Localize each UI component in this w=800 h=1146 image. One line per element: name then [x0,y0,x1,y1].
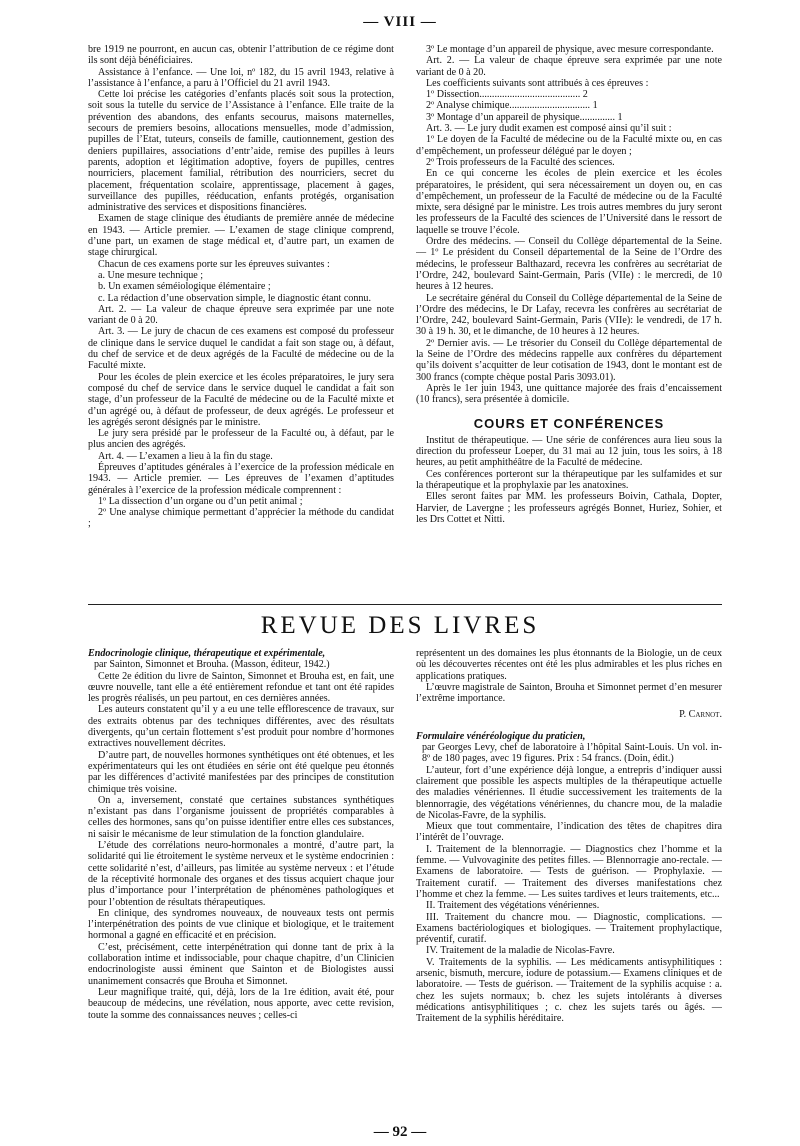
paragraph: En clinique, des syndromes nouveaux, de nouveaux tests ont permis l’interpénétration des points de vue clinique et biologique, et le traitement hormonal a gagné en efficacité et en précision. [88,907,394,942]
paragraph: 2º Dernier avis. — Le trésorier du Conseil du Collège départemental de la Seine de l’Ordre des médecins rappelle aux confrères du département qu’ils doivent s’acquitter de leur cotisation de 1943, dont le montant est de 300 francs (compte chèque postal Paris 3093.01). [416,337,722,383]
paragraph: Les coefficients suivants sont attribués à ces épreuves : [426,77,649,89]
column-top-right [416,44,722,584]
book-title: Endocrinologie clinique, thérapeutique et expérimentale, [88,648,326,659]
book-title: Formulaire vénéréologique du praticien, [416,730,586,742]
paragraph: I. Traitement de la blennorragie. — Diagnostics chez l’homme et la femme. — Vulvovaginite des petites filles. — Blennorragie ano-rectale. — Examens de laboratoire. — Tests de guérison. — Prophylaxie. — Traitement curatif. — Traitement des diverses manifestations chez l’homme et chez la femme. — Les suites tardives et leurs traitements, etc... [416,843,722,900]
paragraph: 1º Dissection........................................ 2 [426,89,588,101]
paragraph: Ordre des médecins. — Conseil du Collège départemental de la Seine. — 1º Le président du Conseil départemental de la Seine de l’Ordre des médecins, le professeur Balthazard, recevra les confrères au secrétariat de l’Ordre, 242, boulevard Saint-Germain, Paris (VIIe) : le mercredi, de 10 heures à 12 heures. [416,236,722,293]
paragraph: V. Traitements de la syphilis. — Les médicaments antisyphilitiques : arsenic, bismuth, mercure, iodure de potassium.— Examens cliniques et de laboratoire. — Tests de guérison. — Traitement de la syphilis acquise : a. chez les sujets normaux; b. chez les sujets intolérants à diverses médications antisyphilitiques ; c. chez les sujets tarés ou âgés. — Traitement de la syphilis héréditaire. [416,956,722,1025]
paragraph: En ce qui concerne les écoles de plein exercice et les écoles préparatoires, le président, qui sera nécessairement un doyen ou, en cas d’empêchement, un professeur de la Faculté de médecine ou de la Faculté mixte, sera désigné par le ministre. Les trois autres membres du jury seront les professeurs de la Faculté des sciences de l’Université dans le ressort de laquelle se trouve l’école. [416,168,722,236]
paragraph: D’autre part, de nouvelles hormones synthétiques ont été obtenues, et les expérimentateurs qui les ont étudiées en série ont été quelque peu étonnés par les différences d’activité manifestées par des principes de constitution chimique très voisine. [88,749,394,795]
paragraph: Pour les écoles de plein exercice et les écoles préparatoires, le jury sera composé du chef de service dans le service duquel le candidat a fait son stage, d’un professeur de la Faculté de médecine ou de la Faculté mixte et d’un agrégé ou, à défaut de professeur, de deux agrégés. Le professeur et les agrégés seront désignés par le ministre. [88,371,394,428]
paragraph: 2º Trois professeurs de la Faculté des sciences. [426,156,615,168]
paragraph: Le secrétaire général du Conseil du Collège départemental de la Seine de l’Ordre des médecins, le Dr Lafay, recevra les confrères au secrétariat de l’Ordre, 242, boulevard Saint-Germain, Paris (VIIe): le vendredi, de 17 h. 30 à 19 h. 30, et le dimanche, de 10 heures à 12 heures. [416,292,722,338]
roman-folio: — VIII — [363,14,437,30]
paragraph: Art. 4. — L’examen a lieu à la fin du stage. [98,450,273,462]
paragraph: Mieux que tout commentaire, l’indication des têtes de chapitres dira l’intérêt de l’ouvrage. [416,821,722,844]
section-divider [88,604,722,605]
paragraph: b. Un examen séméiologique élémentaire ; [98,281,271,293]
paragraph: Art. 3. — Le jury dudit examen est composé ainsi qu’il suit : [426,123,672,135]
paragraph: 2º Analyse chimique................................ 1 [426,100,598,112]
column-bottom-left [88,648,394,1118]
paragraph: Art. 3. — Le jury de chacun de ces examens est composé du professeur de clinique dans le service duquel le candidat a fait son stage ou, à défaut, du chef de service et de deux agrégés de la Faculté de médecine ou de la Faculté mixte. [88,326,394,372]
paragraph: Ces conférences porteront sur la thérapeutique par les sulfamides et sur la thérapeutique et la prophylaxie par les anatoxines. [416,468,722,491]
column-bottom-right [416,648,722,1118]
section-title: COURS ET CONFÉRENCES [473,415,665,431]
paragraph: Art. 2. — La valeur de chaque épreuve sera exprimée par une note variant de 0 à 20. [88,303,394,327]
paragraph: Les auteurs constatent qu’il y a eu une telle efflorescence de travaux, sur des extraits obtenus par des techniques différentes, avec des résultats divergents, qu’un certain flottement s’est produit pour nombre d’hormones extractives nouvellement décrites. [88,704,394,750]
paragraph: L’œuvre magistrale de Sainton, Brouha et Simonnet permet d’en mesurer l’extrême importance. [416,681,722,705]
paragraph: Chacun de ces examens porte sur les épreuves suivantes : [98,258,330,270]
paragraph: 2º Une analyse chimique permettant d’apprécier la méthode du candidat ; [88,507,394,530]
paragraph: a. Une mesure technique ; [98,269,204,281]
paragraph: On a, inversement, constaté que certaines substances synthétiques n’existant pas dans l’organisme jouissent de propriétés comparables à celles des hormones, sans qu’on puisse identifier entre elles ces substances, ni saisir le mécanisme de leur stimulation de la fonction glandulaire. [88,794,394,840]
revue-title: REVUE DES LIVRES [260,612,540,639]
paragraph: Le jury sera présidé par le professeur de la Faculté ou, à défaut, par le plus ancien des agrégés. [88,428,394,451]
paragraph: Examen de stage clinique des étudiants de première année de médecine en 1943. — Article premier. — L’examen de stage clinique comprend, d’une part, un examen de stage médical et, d’autre part, un examen de stage chirurgical. [88,213,394,259]
paragraph: 3º Le montage d’un appareil de physique, avec mesure correspondante. [426,44,714,55]
paragraph: III. Traitement du chancre mou. — Diagnostic, complications. — Examens bactériologiques et biologiques. — Traitement prophylactique, préventif, curatif. [416,911,722,946]
paragraph: Art. 2. — La valeur de chaque épreuve sera exprimée par une note variant de 0 à 20. [416,55,722,78]
book-citation: par Georges Levy, chef de laboratoire à l’hôpital Saint-Louis. Un vol. in-8º de 180 pages, avec 19 figures. Prix : 54 francs. (Doin, édit.) [422,742,722,765]
paragraph: II. Traitement des végétations vénériennes. [426,900,600,912]
paragraph: Cette 2e édition du livre de Sainton, Simonnet et Brouha est, en fait, une œuvre nouvelle, tant elle a été entièrement refondue et tant ont été rapides les progrès réalisés, un peu partout, en ces dernières années. [88,670,394,705]
paragraph: L’auteur, fort d’une expérience déjà longue, a entrepris d’indiquer aussi clairement que possible les aspects multiples de la thérapeutique actuelle des maladies vénériennes. Il étudie successivement les traitements de la blennorragie, des végétations vénériennes, du chancre mou, de la maladie de Nicolas-Favre, de la syphilis. [416,764,722,821]
paragraph: C’est, précisément, cette interpénétration qui donne tant de prix à la collaboration intime et indissociable, pour chaque chapitre, d’un Clinicien endocrinologiste aussi éminent que Sainton et de Biologistes aussi unanimement consacrés que Brouha et Simonnet. [88,941,394,987]
spacer [416,721,722,731]
paragraph: Assistance à l’enfance. — Une loi, nº 182, du 15 avril 1943, relative à l’assistance à l’enfance, a paru à l’Officiel du 21 avril 1943. [88,66,394,89]
paragraph: 1º Le doyen de la Faculté de médecine ou de la Faculté mixte ou, en cas d’empêchement, un professeur délégué par le doyen ; [416,134,722,157]
page-number: — 92 — [373,1124,427,1140]
paragraph: IV. Traitement de la maladie de Nicolas-Favre. [426,945,615,957]
paragraph: Leur magnifique traité, qui, déjà, lors de la 1re édition, avait été, pour beaucoup de médecins, une révélation, nous apporte, avec cette revision, toute la somme des connaissances neuves ; celles-ci [88,986,394,1021]
paragraph: Après le 1er juin 1943, une quittance majorée des frais d’encaissement (10 francs), sera présentée à domicile. [416,382,722,406]
column-top-left [88,44,394,584]
paragraph: Épreuves d’aptitudes générales à l’exercice de la profession médicale en 1943. — Article premier. — Les épreuves de l’examen d’aptitudes générales à l’exercice de la profession médicale comprennent : [88,461,394,496]
paragraph: représentent un des domaines les plus étonnants de la Biologie, un de ceux où les découvertes récentes ont été les plus admirables et les plus riches en applications pratiques. [416,648,722,682]
paragraph: c. La rédaction d’une observation simple, le diagnostic étant connu. [98,292,372,304]
book-citation: par Sainton, Simonnet et Brouha. (Masson, éditeur, 1942.) [94,659,330,671]
paragraph: Cette loi précise les catégories d’enfants placés soit sous la protection, soit sous la tutelle du service de l’Assistance à l’enfance. Elle traite de la prévention des abandons, des enfants secourus, maisons maternelles, secours de premiers besoins, allocations mensuelles, mode d’admission, pupilles de l’Etat, tuteurs, conseils de famille, cautionnement, gestion des deniers pupillaires, associations d’entr’aide, remise des pupilles à leurs parents, adoption et légitimation adoptive, foyers de pupilles, centres nourriciers, placement familial, rétribution des nourriciers, secret du placement, fréquentation scolaire, apprentissage, placement à gages, surveillance des pupilles, rééducation, enfants protégés, organisation administrative des services et dispositions financières. [88,89,394,214]
paragraph: bre 1919 ne pourront, en aucun cas, obtenir l’attribution de ce régime dont ils sont déjà bénéficiaires. [88,44,394,67]
paragraph: L’étude des corrélations neuro-hormonales a montré, d’autre part, la solidarité qui lie étroitement le système nerveux et le système endocrinien : cette solidarité n’est, d’ailleurs, pas limitée au système nerveux : et l’étude de la réceptivité hormonale des organes et des tissus acquiert chaque jour plus d’importance pour l’interprétation de phénomènes pathologiques et pour l’obtention de résultats thérapeutiques. [88,840,394,908]
paragraph: Institut de thérapeutique. — Une série de conférences aura lieu sous la direction du professeur Loeper, du 31 mai au 12 juin, tous les soirs, à 18 heures, au petit amphithéâtre de la Faculté de médecine. [416,434,722,469]
paragraph: 1º La dissection d’un organe ou d’un petit animal ; [98,495,303,507]
review-signature: P. Carnot. [679,709,722,721]
paragraph: 3º Montage d’un appareil de physique.............. 1 [426,111,623,123]
paragraph: Elles seront faites par MM. les professeurs Boivin, Cathala, Dopter, Harvier, de Lavergne ; les professeurs agrégés Bonnet, Huriez, Sohier, et les Drs Cottet et Nitti. [416,491,722,525]
